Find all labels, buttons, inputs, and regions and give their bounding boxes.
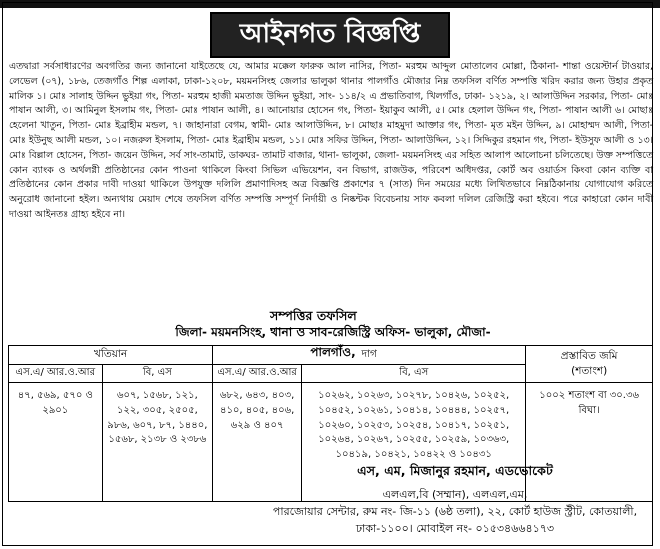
khatian-bs-subheader: বি, এস: [102, 365, 213, 383]
advocate-address: পারজোয়ার সেন্টার, রুম নং- জি-১১ (৬ষ্ঠ তলা), ২২, কোর্ট হাউজ স্ট্রীট, কোতয়ালী,: [272, 505, 638, 518]
land-cell: ১০০২ শতাংশ বা ৩০.৩৬ বিঘা।: [526, 383, 653, 502]
khatian-bs-cell: ৬০৭, ১৫৬৮, ১২১, ১২২, ৩০৫, ২৫০৫, ৯৮৬, ৬০৭, ৮৭, ১৪৪০, ১৫৬৮, ২১৩৮ ও ২৩৮৬: [102, 383, 213, 502]
khatian-sa-cell: ৪৭, ৫৬৯, ৫৭০ ও ২৯০১: [9, 383, 103, 502]
notice-title: আইনগত বিজ্ঞপ্তি: [210, 12, 450, 58]
schedule-heading: সম্পত্তির তফসিল: [270, 308, 357, 329]
dag-sa-cell: ৬৮২, ৬৪৩, ৪০৩, ৪১০, ৪০৫, ৪০৬, ৬২৯ ও ৪০৭: [213, 383, 302, 502]
notice-body: এতদ্বারা সর্বসাধারণের অবগতির জন্য জানানো যাইতেছে যে, আমার মক্কেল ফারুক আল নাসির, পিতা- মরহুম আব্দুল মোতালেব মোল্লা, ঠিকানা- শান্তা ওয়েস্টার্ন টাওয়ার, লেভেল (০৭), ১৮৬, তেজগাঁও শিল্প এলাকা, ঢাকা-১২০৮, ময়মনসিংহ জেলার ভালুকা থানার পালগাঁও মৌজার নিম্ন তফসিল বর্ণিত সম্পত্তি খরিদ করার জন্য উহার প্রকৃত মালিক ১। মোঃ সালাহ উদ্দিন ভুইয়া গং, পিতা- মরহুম হাজী মমতাজ উদ্দিন ভুইয়া, সাং- ১১৪/২ এ প্রভাতিবাগ, খিলগাঁও, ঢাকা- ১২১৯, ২। আলাউদ্দিন সরকার, পিতা- মোঃ পাষান আলী, ৩। আমিনুল ইসলাম গং, পিতা- মোঃ পাষান আলী, ৪। আনোয়ার হোসেন গং, পিতা- ইয়াকুব আলী, ৫। মোঃ হেলাল উদ্দিন গং, পিতা- পাষান আলী ৬। মোছাঃ হেলেনা খাতুন, পিতা- মোঃ ইব্রাহীম মন্ডল, ৭। জাহানারা বেগম, স্বামী- মোঃ আলাউদ্দিন, ৮। মোছাঃ মাহমুদা আক্তার গং, পিতা- মৃত মইন উদ্দিন, ৯। মোহাম্মদ আলী, পিতা- মোঃ ইউনুছ আলী মন্ডল, ১০। নজরুল ইসলাম, পিতা- মোঃ ইব্রাহীম মন্ডল, ১১। মোঃ সফির উদ্দিন, পিতা- আলাউদ্দিন, ১২। সিদ্দিকুর রহমান গং, পিতা- ইউসুফ আলী ও ১৩। মোঃ বিল্লাল হোসেন, পিতা- জয়েন উদ্দিন, সর্ব সাং-তামাট, ডাকঘর- তামাট বাজার, থানা- ভালুকা, জেলা- ময়মনসিংহ এর সহিত আলাপ আলোচনা চলিতেছে। উক্ত সম্পত্তিতে কোন ব্যাংক ও অর্থলগ্নী প্রতিষ্ঠানের কোন পাওনা থাকিলে কিংবা সিভিল এভিয়েশন, বন বিভাগ, রাজউক, পরিবেশ অধিদপ্তর, কোর্ট অব ওয়ার্ডস কিংবা কোন ব্যক্তি বা প্রতিষ্ঠানের কোন প্রকার দাবী দাওয়া থাকিলে উপযুক্ত দলিলি প্রমাণাদিসহ অত্র বিজ্ঞপ্তি প্রকাশের ৭ (সাত) দিন সময়ের মধ্যে লিখিতভাবে নিম্নঠিকানায় যোগাযোগ করিতে অনুরোধ জানানো হইল। অন্যথায় মেয়াদ শেষে তফসিল বর্ণিত সম্পত্তি সম্পূর্ণ নির্দায়ী ও নিষ্কন্টক বিবেচনায় সাফ কবলা দলিল রেজিস্ট্রি করা হইবে। পরে কাহারো কোন দাবী দাওয়া আইনতঃ গ্রাহ্য হইবে না।: [9, 61, 653, 220]
dag-sa-subheader: এস.এ/ আর.ও.আর: [213, 365, 302, 383]
district-line: জিলা- ময়মনসিংহ, থানা ও সাব-রেজিস্ট্রি অফিস- ভালুকা, মৌজা- পালগাঁও,: [175, 325, 491, 359]
land-header: প্রস্তাবিত জমি (শতাংশ): [526, 346, 653, 383]
advocate-name: এস, এম, মিজানুর রহমান, এডভোকেট: [357, 463, 553, 478]
khatian-sa-subheader: এস.এ/ আর.ও.আর: [9, 365, 103, 383]
dag-header: দাগ: [213, 346, 526, 365]
advocate-signature: [255, 463, 655, 537]
advocate-degree: এলএল,বি (সম্মান), এলএল,এম,: [382, 488, 528, 501]
dag-bs-subheader: বি, এস: [302, 365, 526, 383]
advocate-contact: ঢাকা-১১০০। মোবাইল নং- ০১৫৩৪৬৬৪১৭৩: [355, 522, 555, 535]
dag-bs-cell: ১০২৬২, ১০২৬৩, ১০২৭৮, ১০৪২৬, ১০২৫২, ১০৪৫২, ১০২৬১, ১০৪১৪, ১০৪৪৪, ১০২৫৭, ১০২৬০, ১০২৫৩, ১০২৫৪, ১০৪১৭, ১০২৫১, ১০২৬৪, ১০২৬৭, ১০২৫৫, ১০২৫৯, ১০৩৬৩, ১০৪১৯, ১০৪২১, ১০৪২২ ও ১০৪৩১: [302, 383, 526, 502]
khatian-header: খতিয়ান: [9, 346, 213, 365]
